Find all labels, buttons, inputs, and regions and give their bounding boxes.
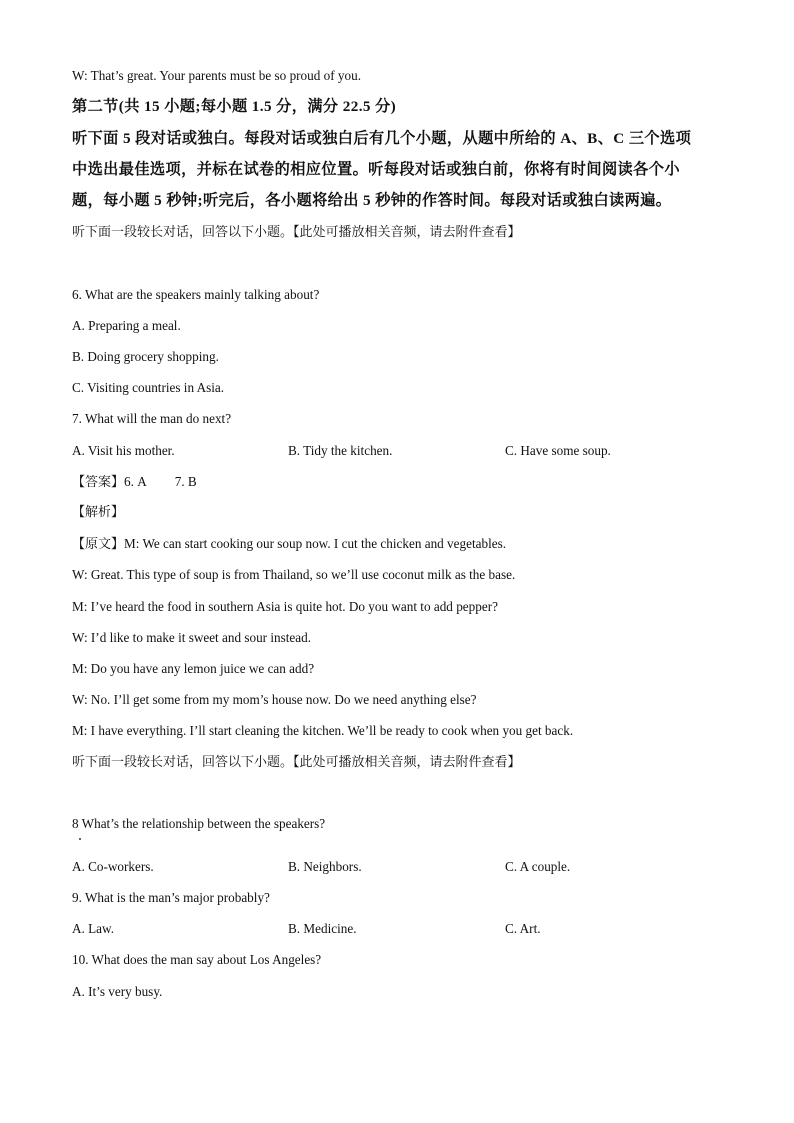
section-title: 第二节(共 15 小题;每小题 1.5 分，满分 22.5 分) [72,98,397,115]
question-6: 6. What are the speakers mainly talking about? [72,287,320,302]
transcript-line [72,535,506,554]
original-label: 【原文】 [72,537,125,552]
option-a: A. Visit his mother. [72,443,175,458]
transcript-line: M: Do you have any lemon juice we can add? [72,661,315,676]
option-b: B. Tidy the kitchen. [288,443,393,458]
options-row-8 [72,858,722,876]
transcript-line: W: Great. This type of soup is from Thailand, so we’ll use coconut milk as the base. [72,567,516,582]
transcript-text: M: We can start cooking our soup now. I cut the chicken and vegetables. [124,536,507,551]
transcript-line: W: I’d like to make it sweet and sour instead. [72,630,312,645]
instruction-line: 题，每小题 5 秒钟;听完后，各小题将给出 5 秒钟的作答时间。每段对话或独白读两遍。 [72,192,672,209]
answer-6: 6. A [124,474,147,489]
options-row-9 [72,920,722,938]
option-a: A. Co-workers. [72,859,154,874]
question-8: 8 What’s the relationship between the speakers? [72,816,326,831]
option-c: C. Visiting countries in Asia. [72,380,225,395]
option-a: A. Law. [72,921,114,936]
option-a: A. It’s very busy. [72,984,163,999]
listen-prompt: 听下面一段较长对话，回答以下小题。【此处可播放相关音频，请去附件查看】 [72,225,521,240]
option-c: C. A couple. [505,859,571,874]
transcript-line: M: I’ve heard the food in southern Asia is quite hot. Do you want to add pepper? [72,599,498,614]
stray-dot [79,838,81,840]
option-b: B. Medicine. [288,921,357,936]
instruction-line: 中选出最佳选项，并标在试卷的相应位置。听每段对话或独白前，你将有时间阅读各个小 [72,161,680,178]
options-row-7 [72,442,722,460]
option-b: B. Neighbors. [288,859,362,874]
analysis-label: 【解析】 [72,505,125,520]
transcript-line: M: I have everything. I’ll start cleaning the kitchen. We’ll be ready to cook when you get back. [72,723,574,738]
answer-7: 7. B [174,474,197,489]
option-a: A. Preparing a meal. [72,318,181,333]
question-10: 10. What does the man say about Los Angeles? [72,952,322,967]
question-9: 9. What is the man’s major probably? [72,890,270,905]
listen-prompt: 听下面一段较长对话，回答以下小题。【此处可播放相关音频，请去附件查看】 [72,755,521,770]
answer-line [72,473,197,492]
option-b: B. Doing grocery shopping. [72,349,219,364]
transcript-line: W: No. I’ll get some from my mom’s house now. Do we need anything else? [72,692,477,707]
answer-label: 【答案】 [72,475,125,490]
question-7: 7. What will the man do next? [72,411,232,426]
option-c: C. Have some soup. [505,443,611,458]
option-c: C. Art. [505,921,541,936]
instruction-line: 听下面 5 段对话或独白。每段对话或独白后有几个小题，从题中所给的 A、B、C 三个选项 [72,130,692,147]
dialogue-line: W: That’s great. Your parents must be so proud of you. [72,68,361,83]
